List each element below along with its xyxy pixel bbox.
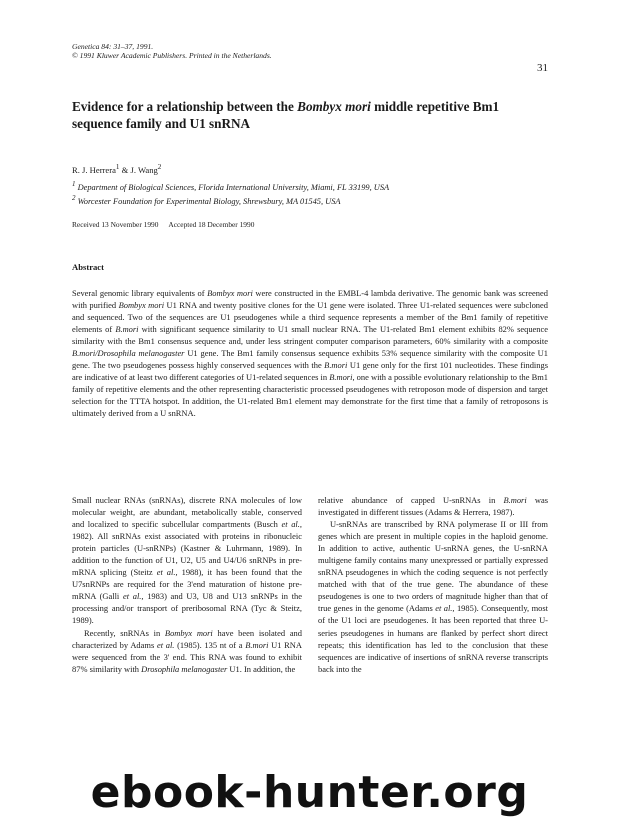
author-herrera: R. J. Herrera bbox=[72, 164, 116, 175]
author-wang: J. Wang bbox=[130, 164, 158, 175]
abstract-heading: Abstract bbox=[72, 262, 104, 272]
article-title: Evidence for a relationship between the Bombyx mori middle repetitive Bm1 sequence family and U1 snRNA bbox=[72, 99, 500, 131]
page-number: 31 bbox=[537, 62, 548, 74]
body-right-column bbox=[318, 494, 548, 675]
accepted-date: Accepted 18 December 1990 bbox=[168, 220, 255, 229]
watermark-banner: ebook-hunter.org bbox=[0, 763, 619, 823]
affiliation-2: $^2$ Worcester Foundation for Experimental Biology, Shrewsbury, MA 01545, USA bbox=[72, 194, 341, 206]
body-paragraph: relative abundance of capped U-snRNAs in B.mori was investigated in different tissues (Adams & Herrera, 1987). bbox=[318, 495, 548, 518]
journal-header bbox=[72, 42, 272, 60]
journal-citation: Genetica 84: 31–37, 1991. bbox=[72, 42, 154, 51]
abstract-text: Several genomic library equivalents of Bombyx mori were constructed in the EMBL-4 lambda derivative. The genomic bank was screened with purified Bombyx mori U1 RNA and twenty positive clones for the U1 gene were isolated. Three U1-related sequences were subcloned and sequenced. Two of the sequences are U1 pseudogenes while a third sequence represents a member of the Bm1 family of repetitive elements of B.mori with significant sequence similarity to U1 small nuclear RNA. The U1-related Bm1 element exhibits 82% sequence similarity with the Bm1 consensus sequence and, under less stringent computer comparison parameters, 60% similarity with a composite B.mori/Drosophila melanogaster U1 gene. The Bm1 family consensus sequence exhibits 53% sequence similarity with the composite U1 gene. The two pseudogenes possess highly conserved sequences with the B.mori U1 gene only for the first 101 nucleotides. These findings are indicative of at least two different categories of U1-related sequences in B.mori, one with a possible evolutionary relationship to the Bm1 family of repetitive elements and the other representing characteristic processed pseudogenes with retroposon mode of dispersion and target selection for the TTTA hotspot. In addition, the U1-related Bm1 element may demonstrate for the first time that a family of retroposons is ultimately derived from a U snRNA. bbox=[72, 288, 548, 419]
body-left-column bbox=[72, 494, 302, 675]
body-paragraph: Small nuclear RNAs (snRNAs), discrete RNA molecules of low molecular weight, are abundant, metabolically stable, conserved and localized to specific subcellular compartments (Busch et al., 1982). All snRNAs exist associated with proteins in ribonucleic protein particles (U-snRNPs) (Kastner & Luhrmann, 1989). In addition to the function of U1, U2, U5 and U4/U6 snRNPs in pre-mRNA splicing (Steitz et al., 1988), it has been found that the U7snRNPs are required for the 3'end maturation of histone pre-mRNA (Galli et al., 1983) and U3, U8 and U13 snRNPs in the processing and/or transport of preribosomal RNA (Tyc & Steitz, 1989). bbox=[72, 495, 303, 626]
received-date: Received 13 November 1990 bbox=[72, 220, 159, 229]
author-line: R. J. Herrera$^1$ & J. Wang$^2$ bbox=[72, 163, 162, 175]
received-accepted-dates bbox=[72, 220, 254, 229]
body-paragraph: Recently, snRNAs in Bombyx mori have been isolated and characterized by Adams et al. (1985). 135 nt of a B.mori U1 RNA were sequenced from the 3' end. This RNA was found to exhibit 87% similarity with Drosophila melanogaster U1. In addition, the bbox=[72, 627, 302, 674]
affiliation-1: $^1$ Department of Biological Sciences, Florida International University, Miami, FL 33199, USA bbox=[72, 180, 390, 192]
body-paragraph: U-snRNAs are transcribed by RNA polymerase II or III from genes which are present in multiple copies in the haploid genome. In addition to active, authentic U-snRNA genes, the U-snRNA multigene family contains many unexpressed or partially expressed snRNA pseudogenes in which the coding sequence is not perfectly matched with that of the true gene. The abundance of these pseudogenes is one to two orders of magnitude higher than that of true genes in the genome (Adams et al., 1985). Consequently, most of the U1 loci are pseudogenes. It has been reported that three U-series pseudogenes in humans are flanked by perfect short direct repeats; this identification has led to the conclusion that these sequences are indicative of insertions of snRNA reverse transcripts back into the bbox=[318, 519, 548, 674]
copyright-line: © 1991 Kluwer Academic Publishers. Printed in the Netherlands. bbox=[72, 51, 272, 60]
